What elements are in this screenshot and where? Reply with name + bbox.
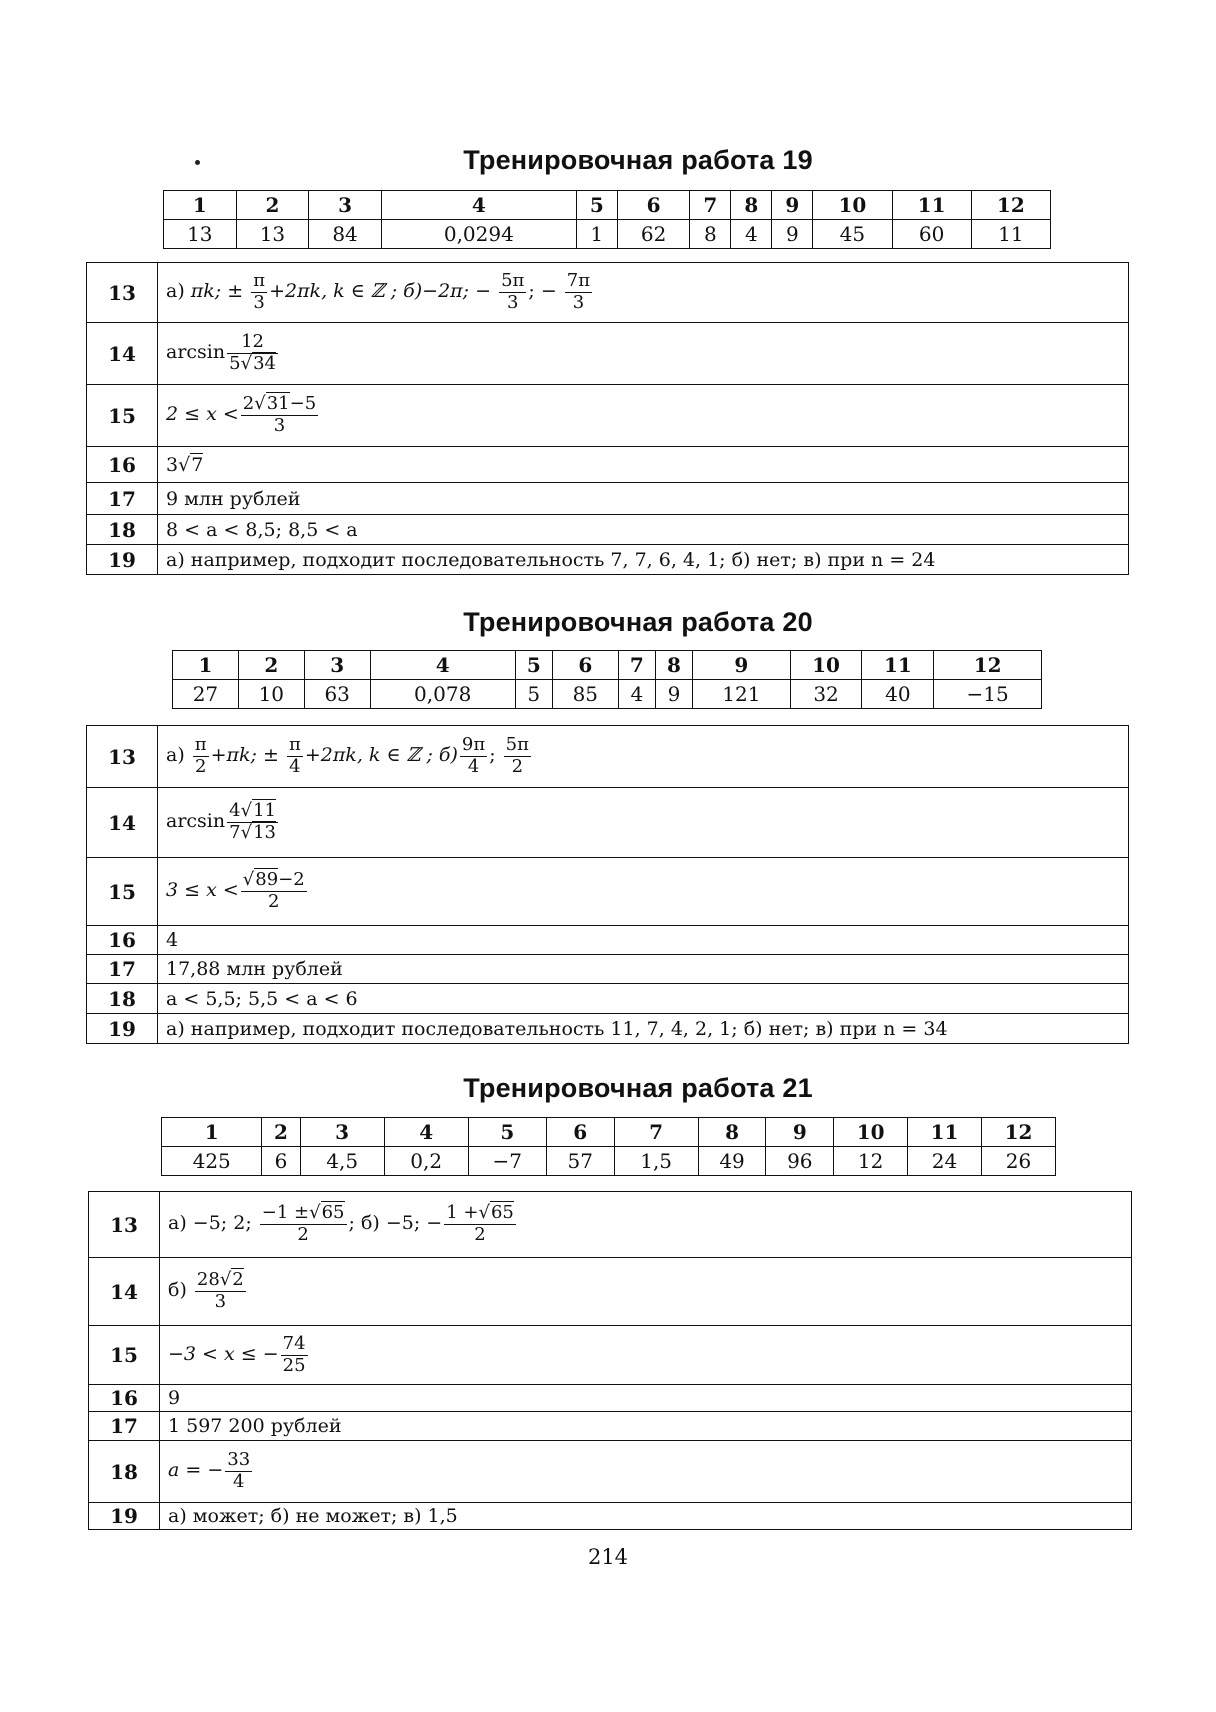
work-21-title: Тренировочная работа 21 bbox=[463, 1073, 813, 1103]
answer-13: а) $\frac{\pi}{2}$ +πk; ± $\frac{\pi}{4}$ +2πk, k ∈ ℤ ; б) $\frac{9\pi}{4}$ ; $\frac{5\pi}{2}$ bbox=[158, 726, 1129, 788]
answer-17: 17,88 млн рублей bbox=[158, 955, 1129, 984]
task-header-cell: 4 bbox=[384, 1118, 468, 1147]
answer-17: 9 млн рублей bbox=[158, 483, 1129, 515]
task-number: 17 bbox=[89, 1412, 160, 1441]
task-number: 14 bbox=[87, 788, 158, 858]
answer-cell: 84 bbox=[309, 220, 382, 249]
task-header-cell: 1 bbox=[162, 1118, 262, 1147]
task-number: 16 bbox=[89, 1385, 160, 1412]
answer-18: 8 < a < 8,5; 8,5 < a bbox=[158, 515, 1129, 545]
answer-cell: 9 bbox=[655, 680, 692, 709]
answer-cell: 425 bbox=[162, 1147, 262, 1176]
answer-cell: 45 bbox=[813, 220, 892, 249]
task-header-cell: 9 bbox=[693, 651, 791, 680]
table-row bbox=[87, 263, 1129, 323]
answer-19: а) например, подходит последовательность 11, 7, 4, 2, 1; б) нет; в) при n = 34 bbox=[158, 1014, 1129, 1044]
task-header-cell: 4 bbox=[381, 191, 576, 220]
answer-cell: 40 bbox=[862, 680, 934, 709]
task-header-cell: 12 bbox=[934, 651, 1042, 680]
answer-14: б) $\frac{28√2}{3}$ bbox=[160, 1258, 1132, 1326]
task-header-cell: 10 bbox=[790, 651, 862, 680]
answer-cell: 26 bbox=[981, 1147, 1055, 1176]
task-number: 16 bbox=[87, 447, 158, 483]
table-row bbox=[87, 1014, 1129, 1044]
table-row bbox=[87, 926, 1129, 955]
answer-cell: 96 bbox=[766, 1147, 834, 1176]
task-number: 19 bbox=[89, 1503, 160, 1530]
task-header-cell: 4 bbox=[370, 651, 515, 680]
table-row bbox=[87, 545, 1129, 575]
answer-cell: −15 bbox=[934, 680, 1042, 709]
task-header-cell: 11 bbox=[892, 191, 971, 220]
answer-cell: 32 bbox=[790, 680, 862, 709]
task-header-cell: 12 bbox=[981, 1118, 1055, 1147]
work-19-short-answers bbox=[163, 190, 1051, 249]
answer-cell: 62 bbox=[617, 220, 690, 249]
table-row bbox=[87, 726, 1129, 788]
table-row bbox=[89, 1385, 1132, 1412]
task-number: 19 bbox=[87, 1014, 158, 1044]
header-row bbox=[162, 1118, 1056, 1147]
task-number: 18 bbox=[87, 515, 158, 545]
task-header-cell: 3 bbox=[309, 191, 382, 220]
values-row bbox=[162, 1147, 1056, 1176]
task-header-cell: 2 bbox=[238, 651, 304, 680]
table-row bbox=[89, 1258, 1132, 1326]
table-row bbox=[87, 515, 1129, 545]
answer-18: a < 5,5; 5,5 < a < 6 bbox=[158, 984, 1129, 1014]
answer-16: 4 bbox=[158, 926, 1129, 955]
answer-cell: 4 bbox=[618, 680, 655, 709]
table-row bbox=[87, 955, 1129, 984]
task-header-cell: 7 bbox=[614, 1118, 698, 1147]
answer-cell: 6 bbox=[262, 1147, 300, 1176]
task-header-cell: 7 bbox=[690, 191, 731, 220]
task-number: 15 bbox=[89, 1326, 160, 1385]
task-header-cell: 11 bbox=[908, 1118, 982, 1147]
task-number: 19 bbox=[87, 545, 158, 575]
task-header-cell: 6 bbox=[546, 1118, 614, 1147]
task-header-cell: 5 bbox=[468, 1118, 546, 1147]
task-number: 18 bbox=[87, 984, 158, 1014]
answer-cell: 60 bbox=[892, 220, 971, 249]
answer-15: −3 < x ≤ − $\frac{74}{25}$ bbox=[160, 1326, 1132, 1385]
task-number: 13 bbox=[89, 1192, 160, 1258]
answer-cell: 11 bbox=[971, 220, 1050, 249]
answer-cell: 12 bbox=[834, 1147, 908, 1176]
task-number: 17 bbox=[87, 955, 158, 984]
answer-16: 3√7 bbox=[158, 447, 1129, 483]
answer-13: а) πk; ± $\frac{\pi}{3}$ +2πk, k ∈ ℤ ; б)−2π; − $\frac{5\pi}{3}$ ; − $\frac{7\pi}{3}$ bbox=[158, 263, 1129, 323]
work-21-short-answers bbox=[161, 1117, 1056, 1176]
task-header-cell: 12 bbox=[971, 191, 1050, 220]
answer-cell: 1 bbox=[576, 220, 617, 249]
task-header-cell: 10 bbox=[813, 191, 892, 220]
task-header-cell: 11 bbox=[862, 651, 934, 680]
table-row bbox=[87, 385, 1129, 447]
table-row bbox=[87, 483, 1129, 515]
task-header-cell: 2 bbox=[236, 191, 309, 220]
answer-cell: −7 bbox=[468, 1147, 546, 1176]
answer-19: а) может; б) не может; в) 1,5 bbox=[160, 1503, 1132, 1530]
task-number: 15 bbox=[87, 858, 158, 926]
answer-cell: 49 bbox=[698, 1147, 766, 1176]
answer-cell: 24 bbox=[908, 1147, 982, 1176]
task-header-cell: 3 bbox=[300, 1118, 384, 1147]
task-header-cell: 5 bbox=[515, 651, 552, 680]
answer-13: а) −5; 2; $\frac{-1 \pm√65}{2}$ ; б) −5; − $\frac{1 +√65}{2}$ bbox=[160, 1192, 1132, 1258]
answer-cell: 4,5 bbox=[300, 1147, 384, 1176]
task-number: 13 bbox=[87, 263, 158, 323]
table-row bbox=[89, 1326, 1132, 1385]
answer-cell: 0,0294 bbox=[381, 220, 576, 249]
answer-17: 1 597 200 рублей bbox=[160, 1412, 1132, 1441]
answer-19: а) например, подходит последовательность 7, 7, 6, 4, 1; б) нет; в) при n = 24 bbox=[158, 545, 1129, 575]
answer-14: arcsin $\frac{12}{5√34}$ bbox=[158, 323, 1129, 385]
task-header-cell: 2 bbox=[262, 1118, 300, 1147]
answer-cell: 8 bbox=[690, 220, 731, 249]
task-header-cell: 9 bbox=[766, 1118, 834, 1147]
answer-cell: 4 bbox=[731, 220, 772, 249]
answer-cell: 9 bbox=[772, 220, 813, 249]
table-row bbox=[89, 1503, 1132, 1530]
header-row bbox=[164, 191, 1051, 220]
values-row bbox=[173, 680, 1042, 709]
answer-cell: 10 bbox=[238, 680, 304, 709]
table-row bbox=[87, 984, 1129, 1014]
table-row bbox=[87, 858, 1129, 926]
answer-cell: 121 bbox=[693, 680, 791, 709]
answer-cell: 85 bbox=[552, 680, 618, 709]
page-number: 214 bbox=[587, 1545, 629, 1569]
table-row bbox=[87, 447, 1129, 483]
values-row bbox=[164, 220, 1051, 249]
answer-cell: 27 bbox=[173, 680, 239, 709]
task-number: 14 bbox=[87, 323, 158, 385]
table-row bbox=[87, 788, 1129, 858]
task-header-cell: 8 bbox=[698, 1118, 766, 1147]
task-header-cell: 9 bbox=[772, 191, 813, 220]
task-header-cell: 7 bbox=[618, 651, 655, 680]
task-header-cell: 1 bbox=[164, 191, 237, 220]
task-header-cell: 3 bbox=[304, 651, 370, 680]
task-number: 16 bbox=[87, 926, 158, 955]
answer-cell: 13 bbox=[236, 220, 309, 249]
answer-15: 3 ≤ x < $\frac{√89-2}{2}$ bbox=[158, 858, 1129, 926]
answer-15: 2 ≤ x < $\frac{2√31-5}{3}$ bbox=[158, 385, 1129, 447]
work-20-detailed-answers bbox=[86, 725, 1129, 1044]
header-row bbox=[173, 651, 1042, 680]
task-header-cell: 6 bbox=[552, 651, 618, 680]
task-header-cell: 5 bbox=[576, 191, 617, 220]
answer-cell: 0,2 bbox=[384, 1147, 468, 1176]
answer-cell: 0,078 bbox=[370, 680, 515, 709]
task-number: 18 bbox=[89, 1441, 160, 1503]
task-header-cell: 8 bbox=[655, 651, 692, 680]
work-19-title: Тренировочная работа 19 bbox=[463, 145, 813, 175]
answer-cell: 5 bbox=[515, 680, 552, 709]
answer-cell: 13 bbox=[164, 220, 237, 249]
table-row bbox=[89, 1412, 1132, 1441]
answer-16: 9 bbox=[160, 1385, 1132, 1412]
task-number: 17 bbox=[87, 483, 158, 515]
table-row bbox=[89, 1441, 1132, 1503]
work-21-detailed-answers bbox=[88, 1191, 1132, 1530]
answer-18: a = − $\frac{33}{4}$ bbox=[160, 1441, 1132, 1503]
table-row bbox=[89, 1192, 1132, 1258]
answer-14: arcsin $\frac{4√11}{7√13}$ bbox=[158, 788, 1129, 858]
answer-cell: 63 bbox=[304, 680, 370, 709]
task-header-cell: 8 bbox=[731, 191, 772, 220]
answer-cell: 57 bbox=[546, 1147, 614, 1176]
work-19-detailed-answers bbox=[86, 262, 1129, 575]
work-20-title: Тренировочная работа 20 bbox=[463, 607, 813, 637]
task-number: 15 bbox=[87, 385, 158, 447]
task-header-cell: 6 bbox=[617, 191, 690, 220]
answer-cell: 1,5 bbox=[614, 1147, 698, 1176]
task-number: 14 bbox=[89, 1258, 160, 1326]
work-20-short-answers bbox=[172, 650, 1042, 709]
table-row bbox=[87, 323, 1129, 385]
task-header-cell: 1 bbox=[173, 651, 239, 680]
task-header-cell: 10 bbox=[834, 1118, 908, 1147]
task-number: 13 bbox=[87, 726, 158, 788]
